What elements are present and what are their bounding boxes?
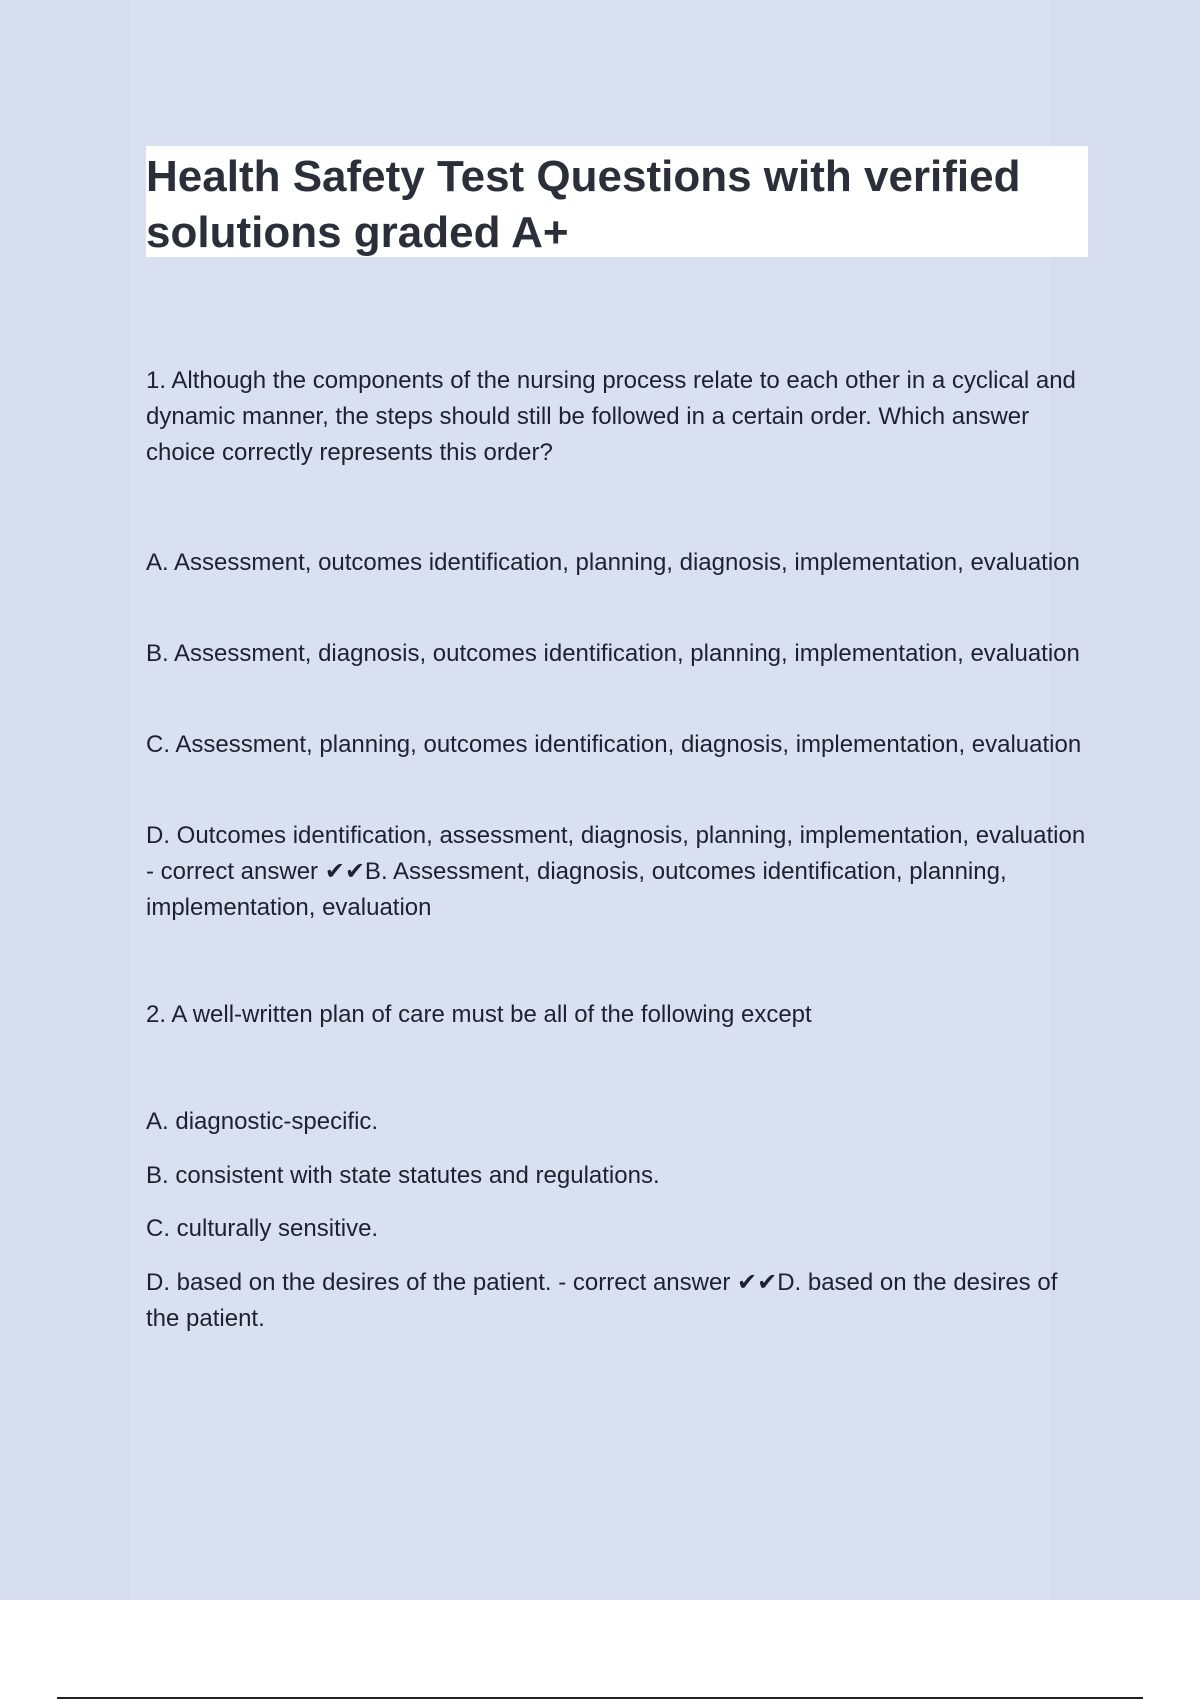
question-1-option-c: C. Assessment, planning, outcomes identification, diagnosis, implementation, evaluation xyxy=(146,731,1082,758)
question-1-option-a: A. Assessment, outcomes identification, planning, diagnosis, implementation, evaluation xyxy=(146,549,1080,576)
question-1-text: 1. Although the components of the nursing process relate to each other in a cyclical and dynamic manner, the steps should still be followed in a certain order. Which answer choice correctly represents this order? xyxy=(146,367,1076,466)
question-1-option-d-answer: D. Outcomes identification, assessment, diagnosis, planning, implementation, evaluation - correct answer ✔✔B. Assessment, diagnosis, outcomes identification, planning, implementation, evaluation xyxy=(146,822,1086,921)
question-1-option-b: B. Assessment, diagnosis, outcomes identification, planning, implementation, evaluation xyxy=(146,640,1080,667)
question-2-option-a: A. diagnostic-specific. xyxy=(146,1108,379,1135)
question-2-text: 2. A well-written plan of care must be all of the following except xyxy=(146,1001,812,1028)
question-2-option-c: C. culturally sensitive. xyxy=(146,1215,379,1242)
question-2-option-d-answer: D. based on the desires of the patient. - correct answer ✔✔D. based on the desires of the patient. xyxy=(146,1269,1058,1332)
question-2-option-b: B. consistent with state statutes and regulations. xyxy=(146,1162,660,1189)
footer-divider xyxy=(57,1697,1143,1699)
page-margin-left xyxy=(0,0,130,1600)
document-title: Health Safety Test Questions with verified solutions graded A+ xyxy=(146,152,1021,257)
